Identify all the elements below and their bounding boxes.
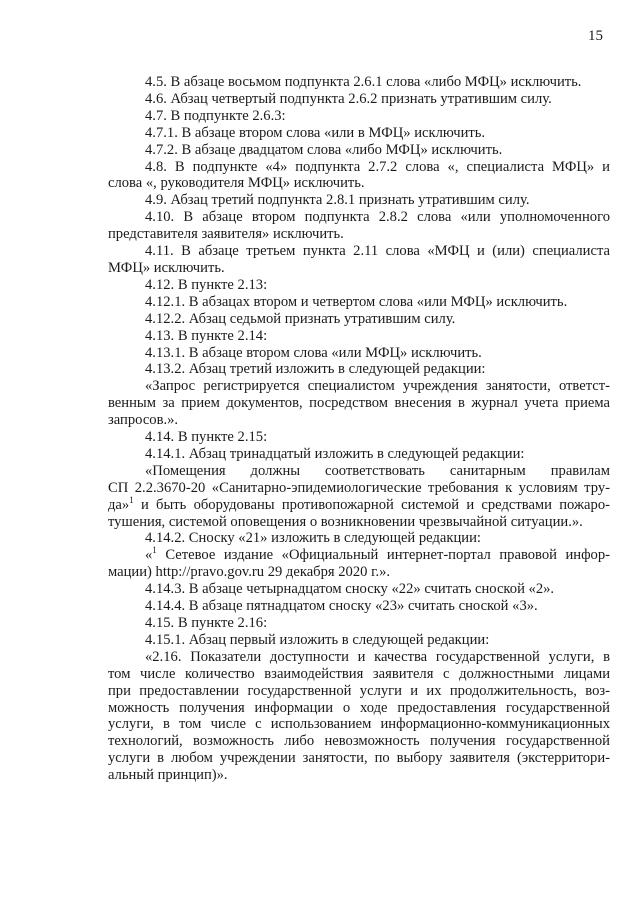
quote-line: можность получения информации о ходе предоставления государственной [108, 699, 610, 716]
paragraph-line: слова «, руководителя МФЦ» исключить. [108, 175, 365, 192]
paragraph-4-15-1: 4.15.1. Абзац первый изложить в следующей редакции: [145, 631, 490, 648]
paragraph-line: 4.11. В абзаце третьем пункта 2.11 слова «МФЦ и (или) специалиста [145, 243, 610, 260]
paragraph-4-14-3: 4.14.3. В абзаце четырнадцатом сноску «22» считать сноской «2». [145, 581, 555, 598]
paragraph-4-14-4: 4.14.4. В абзаце пятнадцатом сноску «23» считать сноской «3». [145, 598, 538, 615]
paragraph-4-7-2: 4.7.2. В абзаце двадцатом слова «либо МФЦ» исключить. [145, 141, 503, 158]
paragraph-line: 4.10. В абзаце втором подпункта 2.8.2 слова «или уполномоченного [145, 209, 610, 226]
footnote-marker: 1 [129, 494, 134, 505]
paragraph-4-12-1: 4.12.1. В абзацах втором и четвертом слова «или МФЦ» исключить. [145, 293, 568, 310]
quote-line: тушения, системой оповещения о возникновении чрезвычайной ситуации.». [108, 513, 583, 530]
paragraph-4-11 [108, 243, 610, 277]
paragraph-4-12-2: 4.12.2. Абзац седьмой признать утратившим силу. [145, 310, 456, 327]
paragraph-4-13-1: 4.13.1. В абзаце втором слова «или МФЦ» исключить. [145, 344, 482, 361]
paragraph-4-14-2: 4.14.2. Сноску «21» изложить в следующей редакции: [145, 530, 481, 547]
paragraph-4-14-1: 4.14.1. Абзац тринадцатый изложить в следующей редакции: [145, 445, 525, 462]
paragraph-line: представителя заявителя» исключить. [108, 226, 344, 243]
document-body [108, 74, 610, 784]
paragraph-line: 4.8. В подпункте «4» подпункта 2.7.2 слова «, специалиста МФЦ» и [145, 158, 610, 175]
page-number: 15 [588, 28, 603, 44]
quote-line: том числе количество взаимодействия заявителя с должностными лицами [108, 665, 610, 682]
quote-text: « [145, 547, 153, 564]
quote-line: СП 2.2.3670-20 «Санитарно-эпидемиологические требования к условиям тру- [108, 479, 610, 496]
quote-line: услуги в любом учреждении занятости, по выбору заявителя (экстерритори- [108, 750, 610, 767]
quote-footnote [108, 547, 610, 581]
quote-line: альный принцип)». [108, 767, 228, 784]
paragraph-4-7-1: 4.7.1. В абзаце втором слова «или в МФЦ» исключить. [145, 124, 486, 141]
quote-line: при предоставлении государственной услуги и их продолжительность, воз- [108, 682, 610, 699]
quote-line [108, 547, 610, 564]
quote-line: «Помещения должны соответствовать санитарным правилам [145, 462, 610, 479]
quote-text: Сетевое издание «Официальный интернет-портал правовой инфор- [156, 547, 610, 564]
paragraph-4-10 [108, 209, 610, 243]
quote-line: запросов.». [108, 412, 179, 429]
quote-indicators [108, 649, 610, 784]
paragraph-4-13-2: 4.13.2. Абзац третий изложить в следующей редакции: [145, 361, 486, 378]
quote-premises [108, 463, 610, 531]
quote-line: услуги, в том числе с использованием информационно-коммуникационных [108, 716, 610, 733]
paragraph-4-15: 4.15. В пункте 2.16: [145, 615, 268, 631]
quote-line: технологий, возможность либо невозможность получения государственной [108, 733, 610, 750]
quote-text: да» [108, 496, 130, 513]
paragraph-4-12: 4.12. В пункте 2.13: [145, 276, 268, 293]
paragraph-4-7: 4.7. В подпункте 2.6.3: [145, 107, 286, 124]
quote-registry [108, 378, 610, 429]
footnote-marker: 1 [152, 545, 157, 556]
paragraph-4-13: 4.13. В пункте 2.14: [145, 327, 268, 344]
paragraph-4-8 [108, 159, 610, 193]
quote-line: венным за прием документов, посредством внесения в журнал учета приема [108, 395, 610, 412]
paragraph-line: МФЦ» исключить. [108, 259, 225, 276]
paragraph-4-9: 4.9. Абзац третий подпункта 2.8.1 признать утратившим силу. [145, 192, 530, 209]
quote-line: мации) http://pravo.gov.ru 29 декабря 2020 г.». [108, 564, 391, 581]
quote-line: «2.16. Показатели доступности и качества государственной услуги, в [145, 648, 610, 665]
paragraph-4-6: 4.6. Абзац четвертый подпункта 2.6.2 признать утратившим силу. [145, 90, 552, 107]
quote-text: и быть оборудованы противопожарной системой и средствами пожаро- [133, 496, 610, 513]
quote-line [108, 494, 610, 514]
quote-line: «Запрос регистрируется специалистом учреждения занятости, ответст- [145, 378, 610, 395]
paragraph-4-14: 4.14. В пункте 2.15: [145, 429, 268, 446]
paragraph-4-5: 4.5. В абзаце восьмом подпункта 2.6.1 слова «либо МФЦ» исключить. [145, 74, 582, 90]
